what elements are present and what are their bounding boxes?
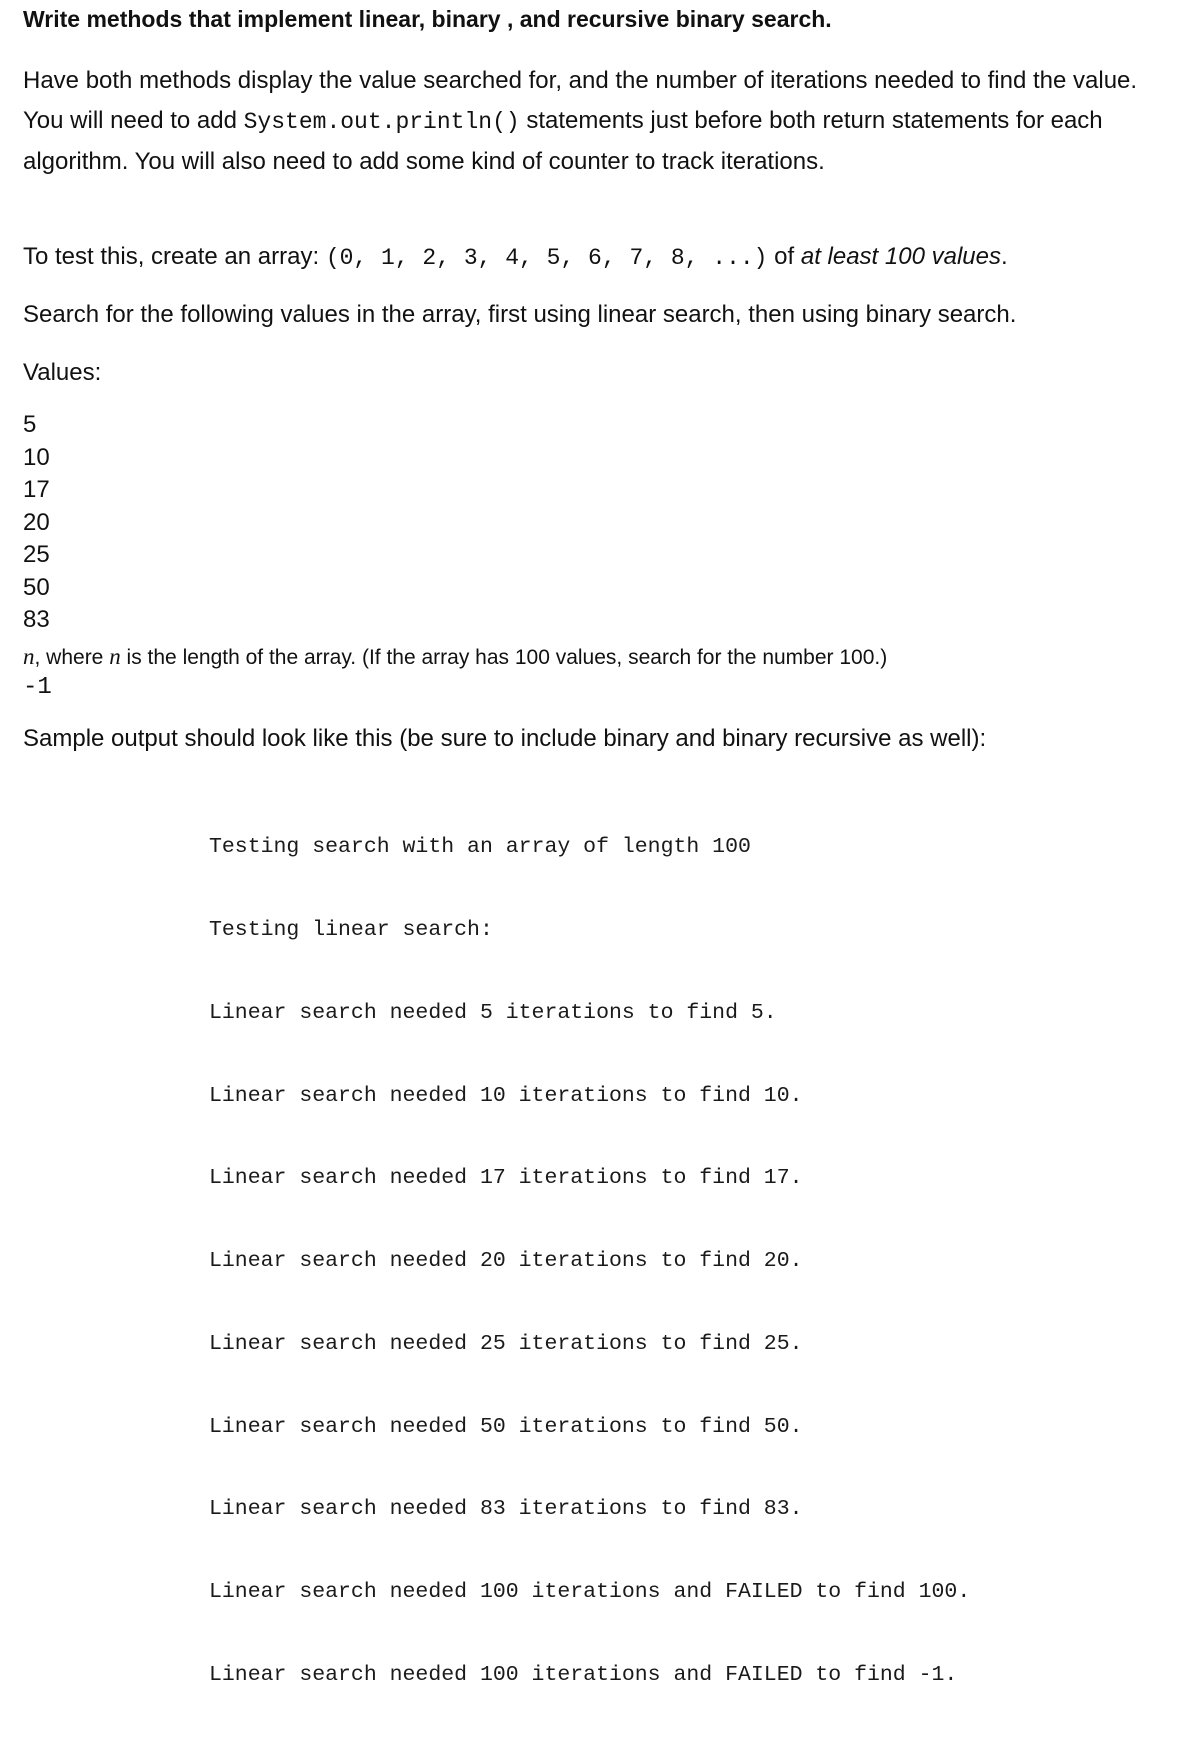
- value-item: 5: [23, 411, 37, 438]
- output-line: Linear search needed 5 iterations to find 5.: [209, 1000, 777, 1025]
- output-line: Linear search needed 20 iterations to find 20.: [209, 1249, 803, 1274]
- output-line: Linear search needed 100 iterations and FAILED to find 100.: [209, 1580, 971, 1605]
- array-code: (0, 1, 2, 3, 4, 5, 6, 7, 8, ...): [325, 245, 768, 271]
- values-label: Values:: [23, 359, 102, 386]
- array-suffix: .: [1000, 243, 1008, 270]
- output-line: Linear search needed 17 iterations to find 17.: [209, 1166, 803, 1191]
- value-item: 10: [23, 443, 50, 471]
- value-item: 25: [23, 541, 50, 568]
- array-emphasis: at least 100 values: [800, 243, 1001, 270]
- instructions-paragraph: [23, 61, 1183, 182]
- instructions-text-2: statements just before both return statements for each algorithm. You will also need to add some kind of counter to track iterations.: [23, 106, 1103, 175]
- output-line: Linear search needed 25 iterations to find 25.: [209, 1331, 803, 1356]
- sample-output-console: [209, 779, 970, 1745]
- value-item: 20: [23, 508, 50, 536]
- search-instructions: Search for the following values in the array, first using linear search, then using binary search.: [23, 301, 1017, 328]
- output-line: Linear search needed 100 iterations and FAILED to find -1.: [209, 1663, 958, 1687]
- values-list: [23, 409, 50, 637]
- n-value-description: [23, 644, 887, 670]
- output-line: Linear search needed 83 iterations to find 83.: [209, 1497, 803, 1522]
- array-middle: of: [767, 243, 801, 270]
- value-item: 17: [23, 476, 50, 503]
- n-variable: n: [23, 644, 35, 669]
- output-line: Linear search needed 10 iterations to find 10.: [209, 1083, 803, 1108]
- output-line: Testing linear search:: [209, 917, 493, 942]
- assignment-title: Write methods that implement linear, binary , and recursive binary search.: [23, 6, 832, 32]
- output-line: Testing search with an array of length 100: [209, 835, 751, 860]
- sample-output-label: Sample output should look like this (be sure to include binary and binary recursive as well):: [23, 725, 987, 752]
- negative-value: -1: [23, 674, 52, 701]
- array-instructions: [23, 237, 1008, 279]
- instructions-text-1: Have both methods display the value searched for, and the number of iterations needed to find the value. You will need to add: [23, 67, 1138, 134]
- n-text-2: is the length of the array. (If the array has 100 values, search for the number 100.): [120, 646, 888, 669]
- value-item: 50: [23, 573, 50, 601]
- n-text-1: , where: [34, 646, 110, 669]
- value-item: 83: [23, 606, 50, 633]
- array-prefix: To test this, create an array:: [23, 243, 326, 270]
- n-variable: n: [109, 644, 121, 669]
- output-line: Linear search needed 50 iterations to find 50.: [209, 1414, 803, 1439]
- println-code: System.out.println(): [243, 108, 520, 135]
